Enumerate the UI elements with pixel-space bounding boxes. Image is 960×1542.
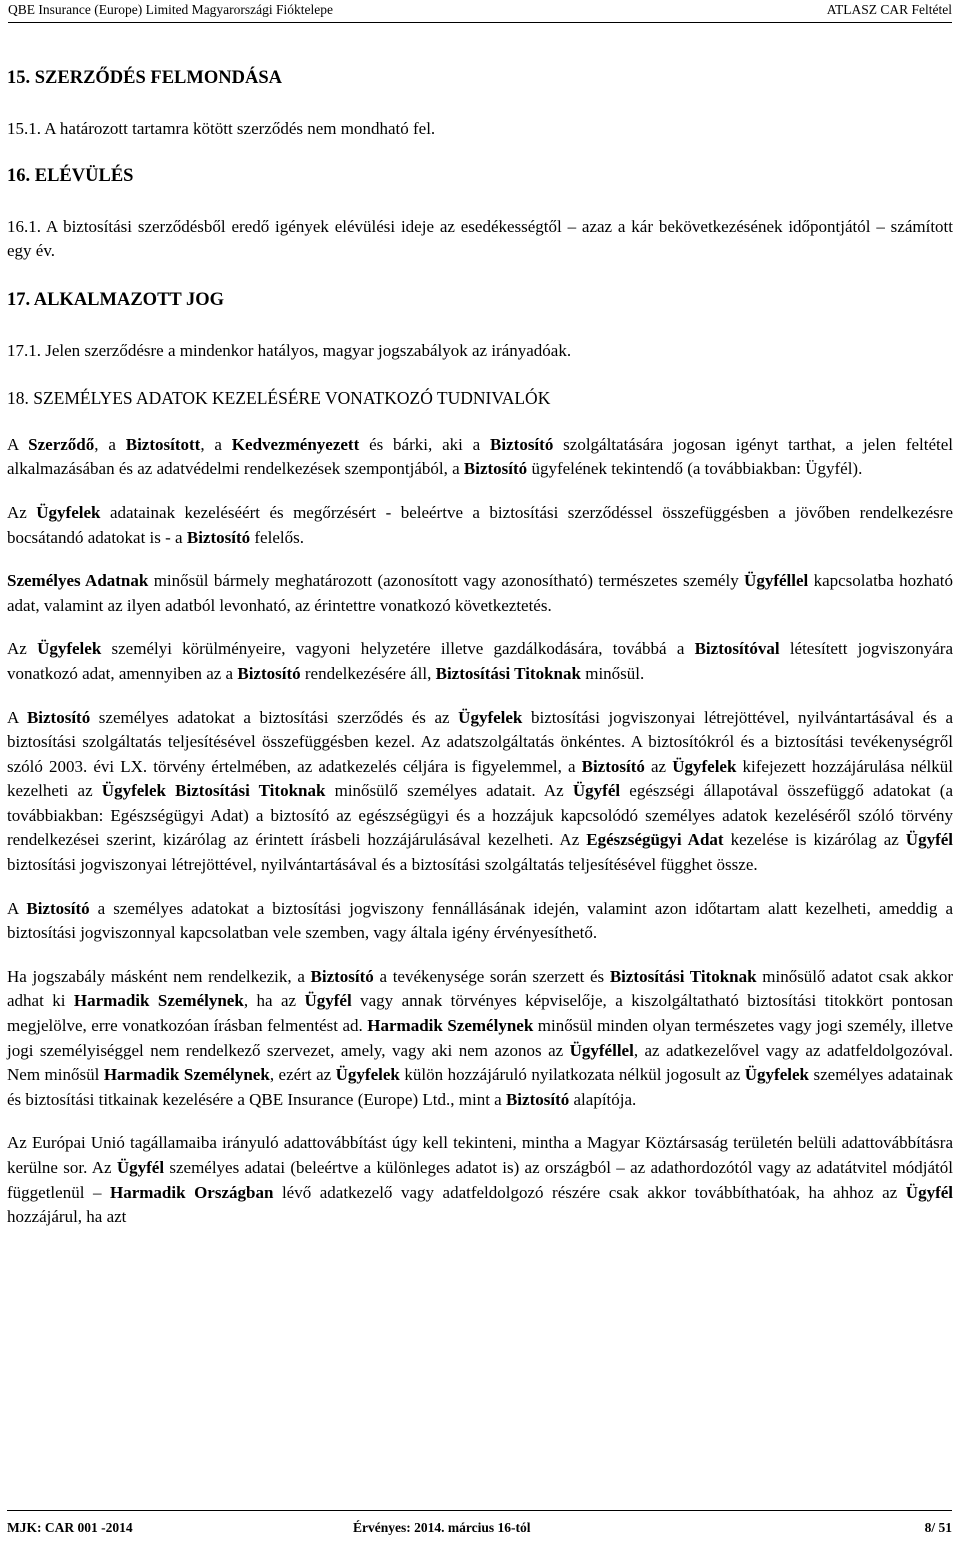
bold-term: Ügyfelek Biztosítási Titoknak xyxy=(101,781,326,801)
footer-page-number: 8/ 51 xyxy=(924,1520,952,1535)
bold-term: Ügyfél xyxy=(304,991,352,1011)
bold-term: Biztosító xyxy=(237,663,301,683)
bold-term: Ügyféllel xyxy=(744,571,809,591)
section-17-1-text: 17.1. Jelen szerződésre a mindenkor hatályos, magyar jogszabályok az irányadóak. xyxy=(7,340,572,360)
bold-term: Biztosító xyxy=(26,707,91,727)
header-company: QBE Insurance (Europe) Limited Magyarországi Fióktelepe xyxy=(8,2,334,17)
bold-term: Ügyfél xyxy=(905,1182,954,1202)
section-16-1-text: 16.1. A biztosítási szerződésből eredő igények elévülési ideje az esedékességtől – azaz a kár bekövetkezésének időpontjától – számított egy év. xyxy=(7,216,953,261)
section-17-heading: 17. ALKALMAZOTT JOG xyxy=(7,289,225,310)
page-footer xyxy=(7,1510,952,1541)
bold-term: Biztosítási Titoknak xyxy=(435,663,581,683)
bold-term: Harmadik Személynek xyxy=(73,991,244,1011)
section-15-1-text: 15.1. A határozott tartamra kötött szerződés nem mondható fel. xyxy=(7,118,436,138)
paragraph: Az Ügyfelek adatainak kezeléséért és megőrzésért - beleértve a biztosítási szerződéssel összefüggésben a jövőben rendelkezésre bocsátandó adatokat is - a Biztosító felelős. xyxy=(7,502,953,547)
bold-term: Biztosító xyxy=(26,898,90,918)
section-18-heading: 18. SZEMÉLYES ADATOK KEZELÉSÉRE VONATKOZÓ TUDNIVALÓK xyxy=(7,388,551,409)
bold-term: Biztosított xyxy=(125,434,201,454)
bold-term: Ügyfél xyxy=(116,1158,165,1177)
bold-term: Szerződő xyxy=(28,434,95,454)
bold-term: Ügyféllel xyxy=(569,1040,634,1060)
document-body xyxy=(7,66,953,1249)
bold-term: Egészségügyi Adat xyxy=(586,830,724,850)
bold-term: Biztosító xyxy=(490,434,554,454)
section-18-paragraphs xyxy=(7,433,953,1230)
bold-term: Biztosítási Titoknak xyxy=(609,966,757,986)
bold-term: Biztosító xyxy=(186,527,251,547)
paragraph: A Szerződő, a Biztosított, a Kedvezményezett és bárki, aki a Biztosító szolgáltatására jogosan igényt tarthat, a jelen feltétel alkalmazásában és az adatvédelmi rendelkezések szempontjából, a Biztosító ügyfelének tekintendő (a továbbiakban: Ügyfél). xyxy=(7,434,954,479)
bold-term: Biztosító xyxy=(505,1089,570,1109)
header-document-title: ATLASZ CAR Feltétel xyxy=(826,2,952,17)
section-16-heading: 16. ELÉVÜLÉS xyxy=(7,166,134,187)
bold-term: Ügyfél xyxy=(572,781,621,801)
section-15-heading: 15. SZERZŐDÉS FELMONDÁSA xyxy=(7,68,282,88)
bold-term: Ügyfelek xyxy=(335,1065,400,1085)
bold-term: Biztosító xyxy=(581,756,645,776)
bold-term: Biztosító xyxy=(310,966,374,986)
footer-validity-date: Érvényes: 2014. március 16-tól xyxy=(353,1520,531,1535)
page-header xyxy=(8,0,952,23)
bold-term: Harmadik Országban xyxy=(109,1182,274,1202)
paragraph: Személyes Adatnak minősül bármely meghatározott (azonosított vagy azonosítható) természetes személy Ügyféllel kapcsolatba hozható adat, valamint az ilyen adatból levonható, az érintettre vonatkozó következtetés. xyxy=(7,571,953,615)
bold-term: Személyes Adatnak xyxy=(7,571,149,591)
bold-term: Harmadik Személynek xyxy=(103,1065,270,1085)
bold-term: Ügyfelek xyxy=(672,756,737,776)
footer-document-code: MJK: CAR 001 -2014 xyxy=(7,1520,133,1535)
paragraph: Az Ügyfelek személyi körülményeire, vagyoni helyzetére illetve gazdálkodására, továbbá a Biztosítóval létesített jogviszonyára vonatkozó adat, amennyiben az a Biztosító rendelkezésére áll, Biztosítási Titoknak minősül. xyxy=(7,639,953,683)
bold-term: Kedvezményezett xyxy=(231,434,360,454)
bold-term: Biztosító xyxy=(463,459,528,479)
bold-term: Ügyfelek xyxy=(744,1065,809,1085)
bold-term: Ügyfél xyxy=(905,830,954,850)
bold-term: Ügyfelek xyxy=(36,502,101,522)
paragraph: Az Európai Unió tagállamaiba irányuló adattovábbítást úgy kell tekinteni, mintha a Magyar Köztársaság területén belüli adattovábbításra kerülne sor. Az Ügyfél személyes adatai (beleértve a különleges adatot is) az országból – az adathordozótól vagy az adatátvitel módjától függetlenül – Harmadik Országban lévő adatkezelő vagy adatfeldolgozó részére csak akkor továbbíthatóak, ha ahhoz az Ügyfél hozzájárul, ha azt xyxy=(7,1133,954,1227)
bold-term: Harmadik Személynek xyxy=(367,1016,534,1036)
paragraph: A Biztosító a személyes adatokat a biztosítási jogviszony fennállásának idején, valamint azon időtartam alatt kezelheti, ameddig a biztosítási jogviszonnyal kapcsolatban vele szemben, vagy általa igény érvényesíthető. xyxy=(7,898,954,943)
bold-term: Ügyfelek xyxy=(37,639,102,659)
paragraph: Ha jogszabály másként nem rendelkezik, a Biztosító a tevékenysége során szerzett és Biztosítási Titoknak minősülő adatot csak akkor adhat ki Harmadik Személynek, ha az Ügyfél vagy annak törvényes képviselője, a kiszolgáltatható biztosítási titokkört pontosan megjelölve, erre vonatkozóan írásban felmentést ad. Harmadik Személynek minősül minden olyan természetes vagy jogi személy, illetve jogi személyiséggel nem rendelkező szervezet, amely, vagy aki nem azonos az Ügyféllel, az adatkezelővel vagy az adatfeldolgozóval. Nem minősül Harmadik Személynek, ezért az Ügyfelek külön hozzájáruló nyilatkozata nélkül jogosult az Ügyfelek személyes adatainak és biztosítási titkainak kezelésére a QBE Insurance (Europe) Ltd., mint a Biztosító alapítója. xyxy=(7,966,954,1109)
bold-term: Biztosítóval xyxy=(694,639,780,659)
paragraph: A Biztosító személyes adatokat a biztosítási szerződés és az Ügyfelek biztosítási jogviszonyai létrejöttével, nyilvántartásával és a biztosítási szolgáltatás teljesítésével összefüggésben kezel. Az adatszolgáltatás önkéntes. A biztosítókról és a biztosítási tevékenységről szóló 2003. évi LX. törvény értelmében, az adatkezelés céljára is figyelemmel, a Biztosító az Ügyfelek kifejezett hozzájárulása nélkül kezelheti az Ügyfelek Biztosítási Titoknak minősülő személyes adatait. Az Ügyfél egészségi állapotával összefüggő adatokat (a továbbiakban: Egészségügyi Adat) a biztosító az egészségügyi és a hozzájuk kapcsolódó személyes adatok kezeléséről szóló törvény rendelkezései szerint, kizárólag az érintett írásbeli hozzájárulásával kezelheti. Az Egészségügyi Adat kezelése is kizárólag az Ügyfél biztosítási jogviszonyai létrejöttével, nyilvántartásával és a biztosítási szolgáltatás teljesítésével függhet össze. xyxy=(7,707,954,875)
bold-term: Ügyfelek xyxy=(458,707,523,727)
